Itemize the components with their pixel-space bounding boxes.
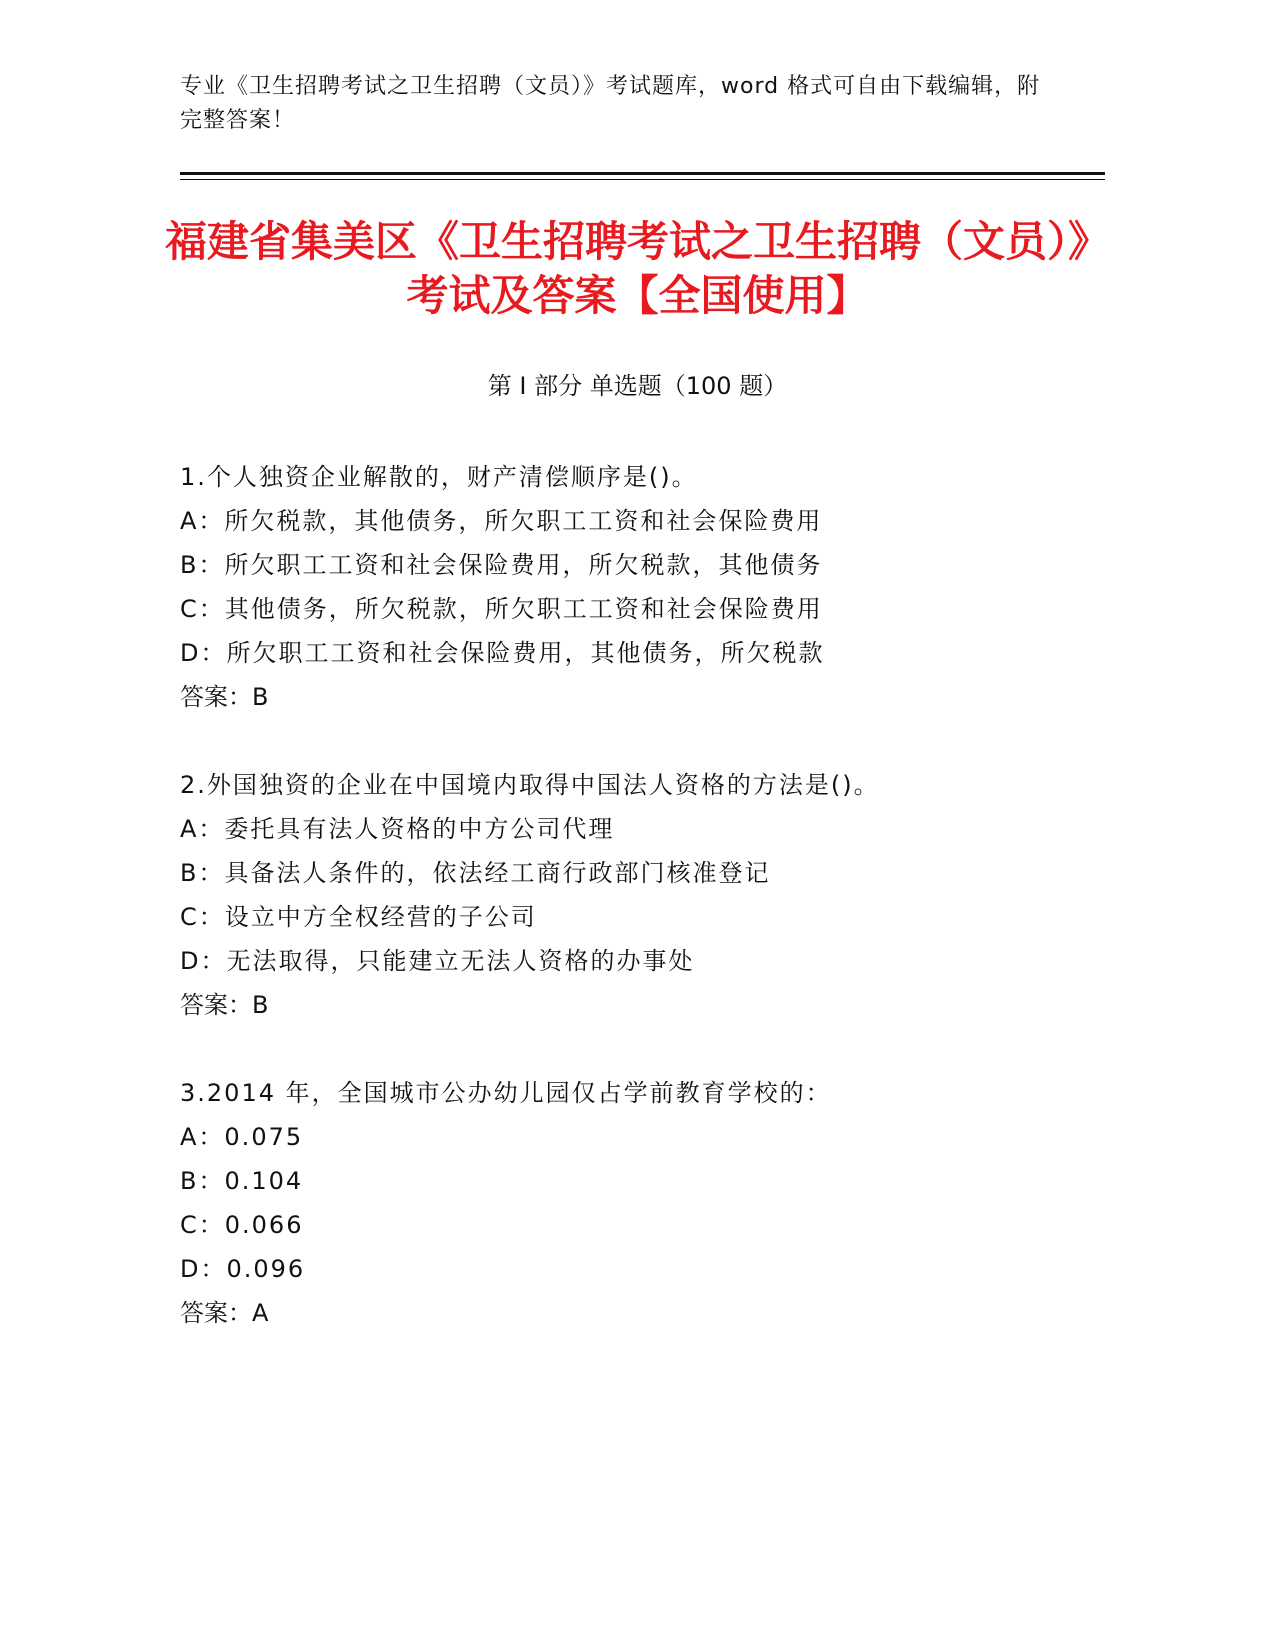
header-rule-thick bbox=[180, 172, 1105, 175]
option-a: A：委托具有法人资格的中方公司代理 bbox=[180, 815, 615, 843]
option-d: D：0.096 bbox=[180, 1255, 306, 1283]
question-stem: 1.个人独资企业解散的，财产清偿顺序是()。 bbox=[180, 463, 698, 491]
answer: 答案：B bbox=[180, 683, 269, 711]
option-d: D：无法取得，只能建立无法人资格的办事处 bbox=[180, 947, 695, 975]
option-c: C：0.066 bbox=[180, 1211, 304, 1239]
option-b: B：具备法人条件的，依法经工商行政部门核准登记 bbox=[180, 859, 771, 887]
question-list bbox=[180, 455, 1110, 1379]
question-3 bbox=[180, 1071, 1110, 1335]
question-stem: 2.外国独资的企业在中国境内取得中国法人资格的方法是()。 bbox=[180, 771, 880, 799]
option-a: A：所欠税款，其他债务，所欠职工工资和社会保险费用 bbox=[180, 507, 823, 535]
section-title: 第 I 部分 单选题（100 题） bbox=[487, 372, 788, 400]
option-a: A：0.075 bbox=[180, 1123, 304, 1151]
question-1 bbox=[180, 455, 1110, 719]
option-d: D：所欠职工工资和社会保险费用，其他债务，所欠税款 bbox=[180, 639, 825, 667]
header-note: 专业《卫生招聘考试之卫生招聘（文员）》考试题库，word 格式可自由下载编辑，附完整答案！ bbox=[180, 74, 1041, 133]
document-title: 福建省集美区《卫生招聘考试之卫生招聘（文员）》考试及答案【全国使用】 bbox=[164, 217, 1110, 320]
answer: 答案：B bbox=[180, 991, 269, 1019]
option-c: C：其他债务，所欠税款，所欠职工工资和社会保险费用 bbox=[180, 595, 823, 623]
header-rule-thin bbox=[180, 179, 1105, 180]
option-c: C：设立中方全权经营的子公司 bbox=[180, 903, 537, 931]
question-stem: 3.2014 年，全国城市公办幼儿园仅占学前教育学校的： bbox=[180, 1079, 832, 1107]
option-b: B：0.104 bbox=[180, 1167, 304, 1195]
answer: 答案：A bbox=[180, 1299, 269, 1327]
option-b: B：所欠职工工资和社会保险费用，所欠税款，其他债务 bbox=[180, 551, 823, 579]
question-2 bbox=[180, 763, 1110, 1027]
